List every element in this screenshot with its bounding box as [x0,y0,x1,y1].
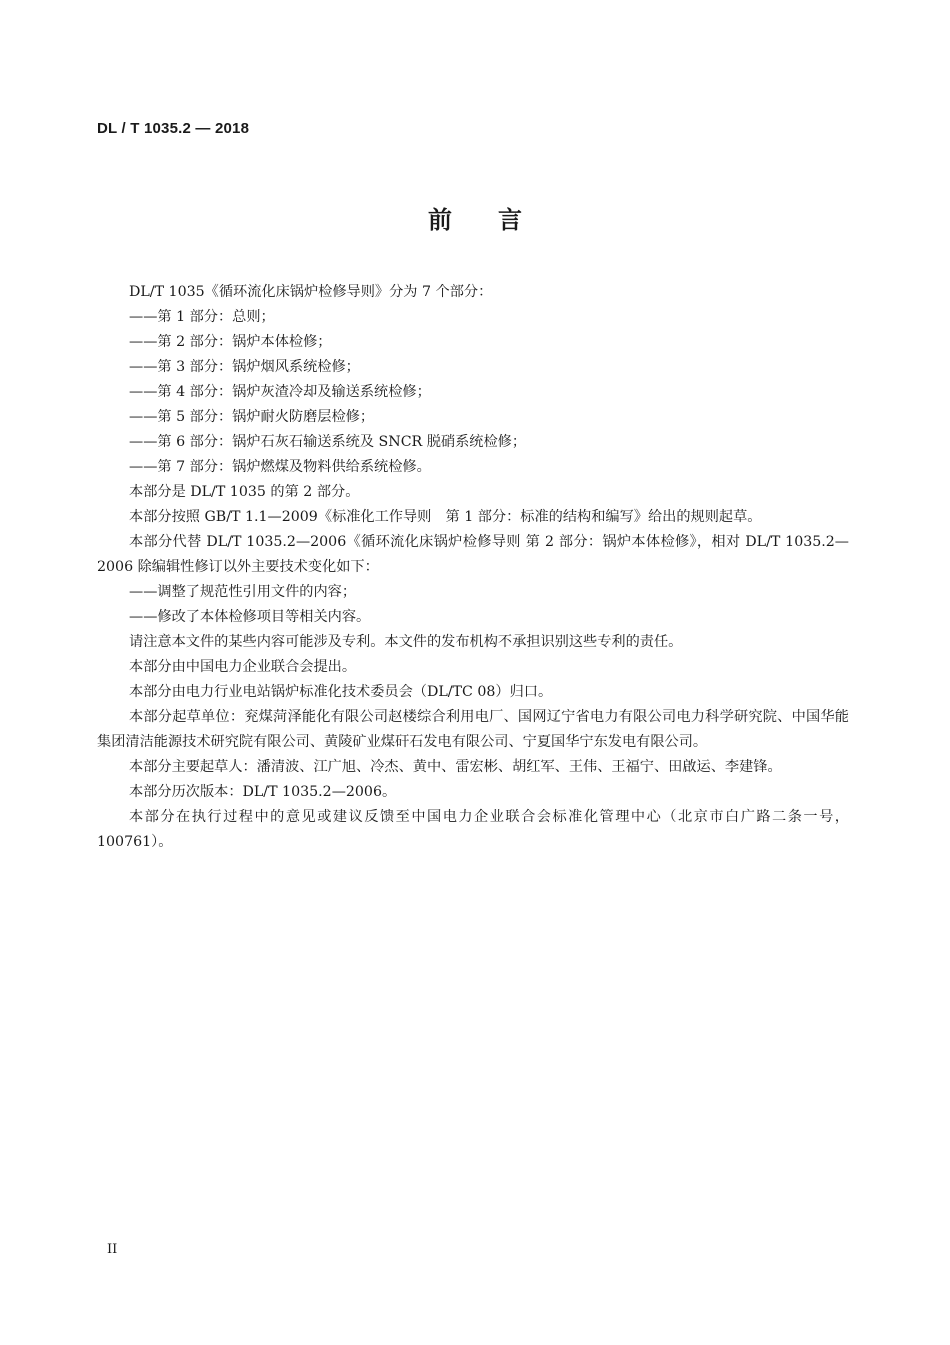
list-item: ——第 2 部分：锅炉本体检修； [129,334,332,350]
paragraph: 本部分在执行过程中的意见或建议反馈至中国电力企业联合会标准化管理中心（北京市白广路二条一号，100761）。 [97,809,849,850]
list-item: ——第 7 部分：锅炉燃煤及物料供给系统检修。 [129,459,431,475]
paragraph: 本部分由电力行业电站锅炉标准化技术委员会（DL/TC 08）归口。 [129,684,553,700]
list-item: ——第 3 部分：锅炉烟风系统检修； [129,359,360,375]
document-number: DL / T 1035.2 — 2018 [97,120,250,137]
list-item: ——第 1 部分：总则； [129,309,275,325]
paragraph: 请注意本文件的某些内容可能涉及专利。本文件的发布机构不承担识别这些专利的责任。 [129,634,683,650]
paragraph: 本部分代替 DL/T 1035.2—2006《循环流化床锅炉检修导则 第 2 部分：锅炉本体检修》，相对 DL/T 1035.2—2006 除编辑性修订以外主要技术变化如下： [97,534,849,575]
list-item: ——修改了本体检修项目等相关内容。 [129,609,371,625]
list-item: ——第 6 部分：锅炉石灰石输送系统及 SNCR 脱硝系统检修； [129,434,527,450]
paragraph: 本部分是 DL/T 1035 的第 2 部分。 [129,484,360,500]
page-title: 前言 [428,206,568,234]
paragraph: 本部分主要起草人：潘清波、江广旭、冷杰、黄中、雷宏彬、胡红军、王伟、王福宁、田啟运、李建锋。 [129,759,782,775]
list-item: ——第 4 部分：锅炉灰渣冷却及输送系统检修； [129,384,431,400]
paragraph: 本部分起草单位：兖煤菏泽能化有限公司赵楼综合利用电厂、国网辽宁省电力有限公司电力科学研究院、中国华能集团清洁能源技术研究院有限公司、黄陵矿业煤矸石发电有限公司、宁夏国华宁东发电有限公司。 [97,709,849,750]
paragraph: 本部分按照 GB/T 1.1—2009《标准化工作导则 第 1 部分：标准的结构和编写》给出的规则起草。 [129,509,762,525]
paragraph: DL/T 1035《循环流化床锅炉检修导则》分为 7 个部分： [129,284,493,300]
list-item: ——第 5 部分：锅炉耐火防磨层检修； [129,409,375,425]
preface-body [97,280,849,855]
paragraph: 本部分历次版本：DL/T 1035.2—2006。 [129,784,397,800]
list-item: ——调整了规范性引用文件的内容； [129,584,357,600]
paragraph: 本部分由中国电力企业联合会提出。 [129,659,357,675]
page-number: II [107,1242,118,1257]
